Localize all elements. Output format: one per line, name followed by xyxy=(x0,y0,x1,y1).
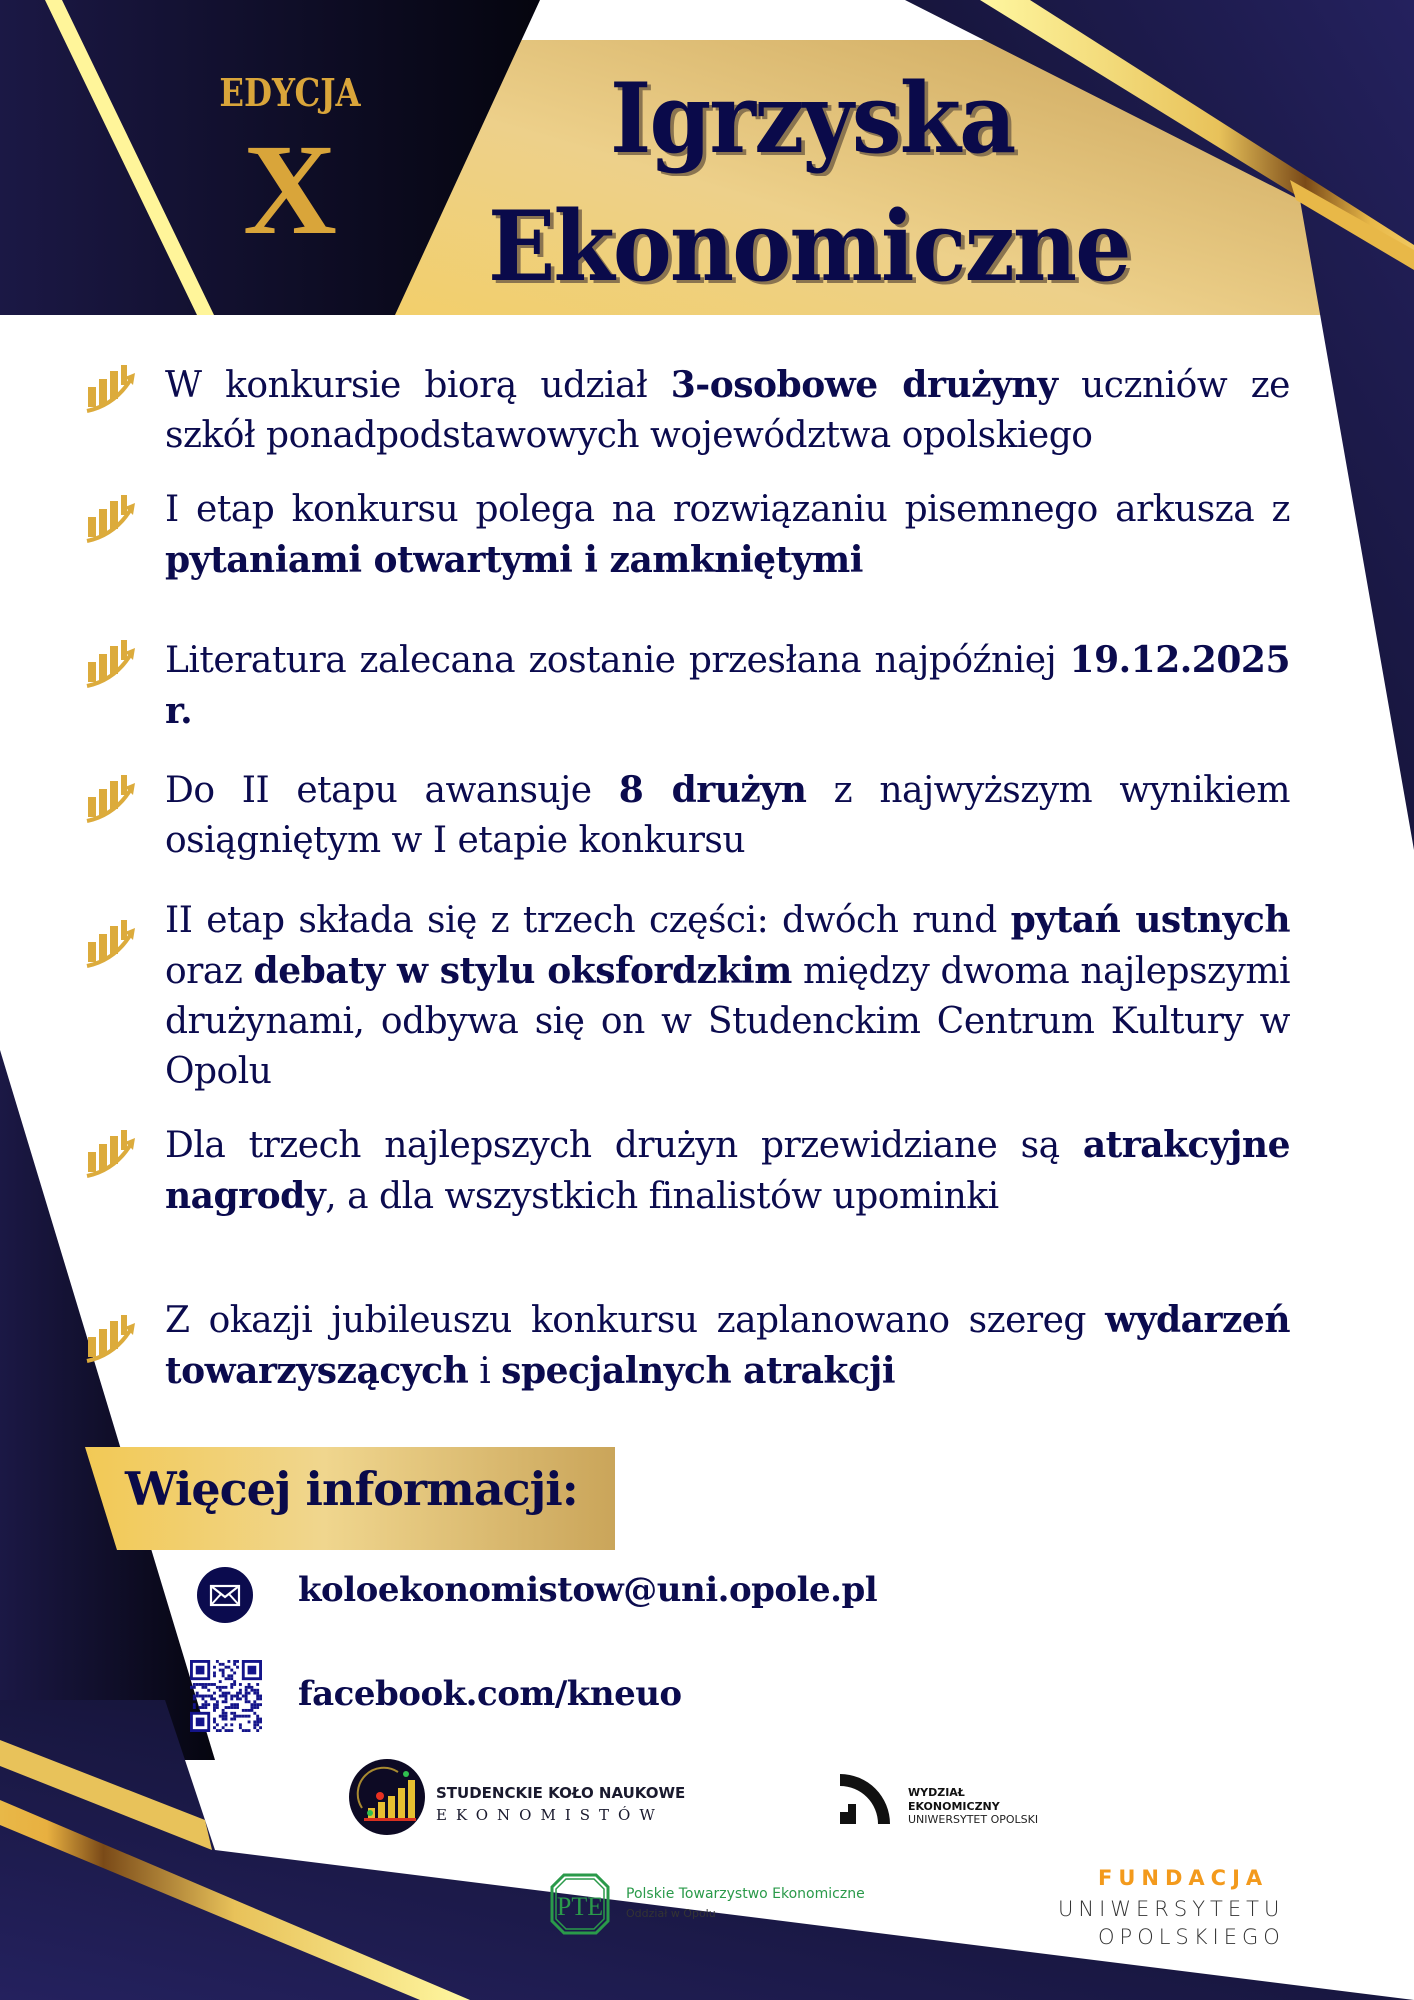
qr-code-icon xyxy=(190,1660,262,1732)
envelope-icon xyxy=(196,1566,254,1624)
bullet-text-segment: oraz xyxy=(165,951,254,992)
email-link[interactable]: koloekonomistow@uni.opole.pl xyxy=(298,1570,878,1610)
bullet-text-segment: z najwyższym wynikiem osiągniętym w I etapie konkursu xyxy=(165,770,1290,861)
bullet-text-bold: specjalnych atrakcji xyxy=(501,1350,895,1392)
facebook-link[interactable]: facebook.com/kneuo xyxy=(298,1674,682,1714)
bullet-text-bold: 3-osobowe drużyny xyxy=(670,364,1058,406)
pte-logo-line1: Polskie Towarzystwo Ekonomiczne xyxy=(626,1886,865,1902)
bullet-text-segment: W konkursie biorą udział xyxy=(165,365,671,406)
bullet-text-bold: atrakcyjne nagrody xyxy=(165,1124,1290,1217)
wydzial-logo-icon xyxy=(838,1772,900,1828)
bullet-text-segment: I etap konkursu polega na rozwiązaniu pisemnego arkusza z xyxy=(165,489,1290,530)
edition-label: EDYCJA xyxy=(219,70,361,115)
bullet-text-segment: Do II etapu awansuje xyxy=(165,770,619,811)
growth-chart-icon xyxy=(85,640,137,688)
bullet-text xyxy=(165,895,1290,1097)
edition-number: X xyxy=(243,118,337,262)
more-info-heading: Więcej informacji: xyxy=(125,1462,578,1516)
bullet-text-bold: wydarzeń towarzyszących xyxy=(165,1299,1290,1392)
fundacja-logo-line2: UNIWERSYTETU xyxy=(1058,1897,1285,1921)
pte-mark: PTE xyxy=(556,1892,604,1921)
bullet-text xyxy=(165,360,1290,461)
bullet-text-segment: uczniów ze szkół ponadpodstawowych województwa opolskiego xyxy=(165,365,1290,456)
bullet-text-segment: Z okazji jubileuszu konkursu zaplanowano szereg xyxy=(165,1300,1106,1341)
bullet-text-segment: Literatura zalecana zostanie przesłana najpóźniej xyxy=(165,640,1070,681)
fundacja-logo-line1: FUNDACJA xyxy=(1098,1866,1269,1890)
skne-logo-line1: STUDENCKIE KOŁO NAUKOWE xyxy=(436,1784,686,1802)
wydzial-logo-line1: WYDZIAŁ xyxy=(908,1786,965,1799)
growth-chart-icon xyxy=(85,365,137,413)
wydzial-logo-line2: EKONOMICZNY xyxy=(908,1800,1000,1813)
bullet-text xyxy=(165,765,1290,866)
bullet-text-segment: i xyxy=(468,1351,502,1392)
growth-chart-icon xyxy=(85,775,137,823)
bullet-text-segment: między dwoma najlepszymi drużynami, odbywa się on w Studenckim Centrum Kultury w Opolu xyxy=(165,951,1290,1092)
bullet-text-segment: II etap składa się z trzech części: dwóch rund xyxy=(165,900,1011,941)
growth-chart-icon xyxy=(85,920,137,968)
bottom-left-dark-panel xyxy=(0,1700,1414,2000)
bullet-text xyxy=(165,635,1290,737)
skne-logo-line2: EKONOMISTÓW xyxy=(436,1806,664,1824)
pte-logo-icon xyxy=(550,1873,610,1935)
skne-logo-icon xyxy=(348,1758,426,1836)
title-line-2: Ekonomiczne xyxy=(488,190,1130,303)
wydzial-logo-line3: UNIWERSYTET OPOLSKI xyxy=(908,1813,1039,1826)
bullet-text-bold: 8 drużyn xyxy=(618,769,807,811)
bullet-text-bold: 19.12.2025 r. xyxy=(165,639,1290,732)
title-line-1: Igrzyska xyxy=(610,62,1015,175)
growth-chart-icon xyxy=(85,1315,137,1363)
growth-chart-icon xyxy=(85,1130,137,1178)
bullet-text-segment: , a dla wszystkich finalistów upominki xyxy=(325,1176,999,1217)
bullet-text xyxy=(165,1295,1290,1397)
bullet-text-bold: debaty w stylu oksfordzkim xyxy=(253,950,792,992)
bullet-text-bold: pytań ustnych xyxy=(1010,899,1290,941)
bullet-text xyxy=(165,485,1290,586)
growth-chart-icon xyxy=(85,495,137,543)
pte-logo-line2: Oddział w Opolu xyxy=(626,1907,716,1920)
bullet-text-bold: pytaniami otwartymi i zamkniętymi xyxy=(165,539,863,581)
fundacja-logo-line3: OPOLSKIEGO xyxy=(1098,1925,1285,1949)
bullet-text xyxy=(165,1120,1290,1222)
bullet-text-segment: Dla trzech najlepszych drużyn przewidziane są xyxy=(165,1125,1083,1166)
